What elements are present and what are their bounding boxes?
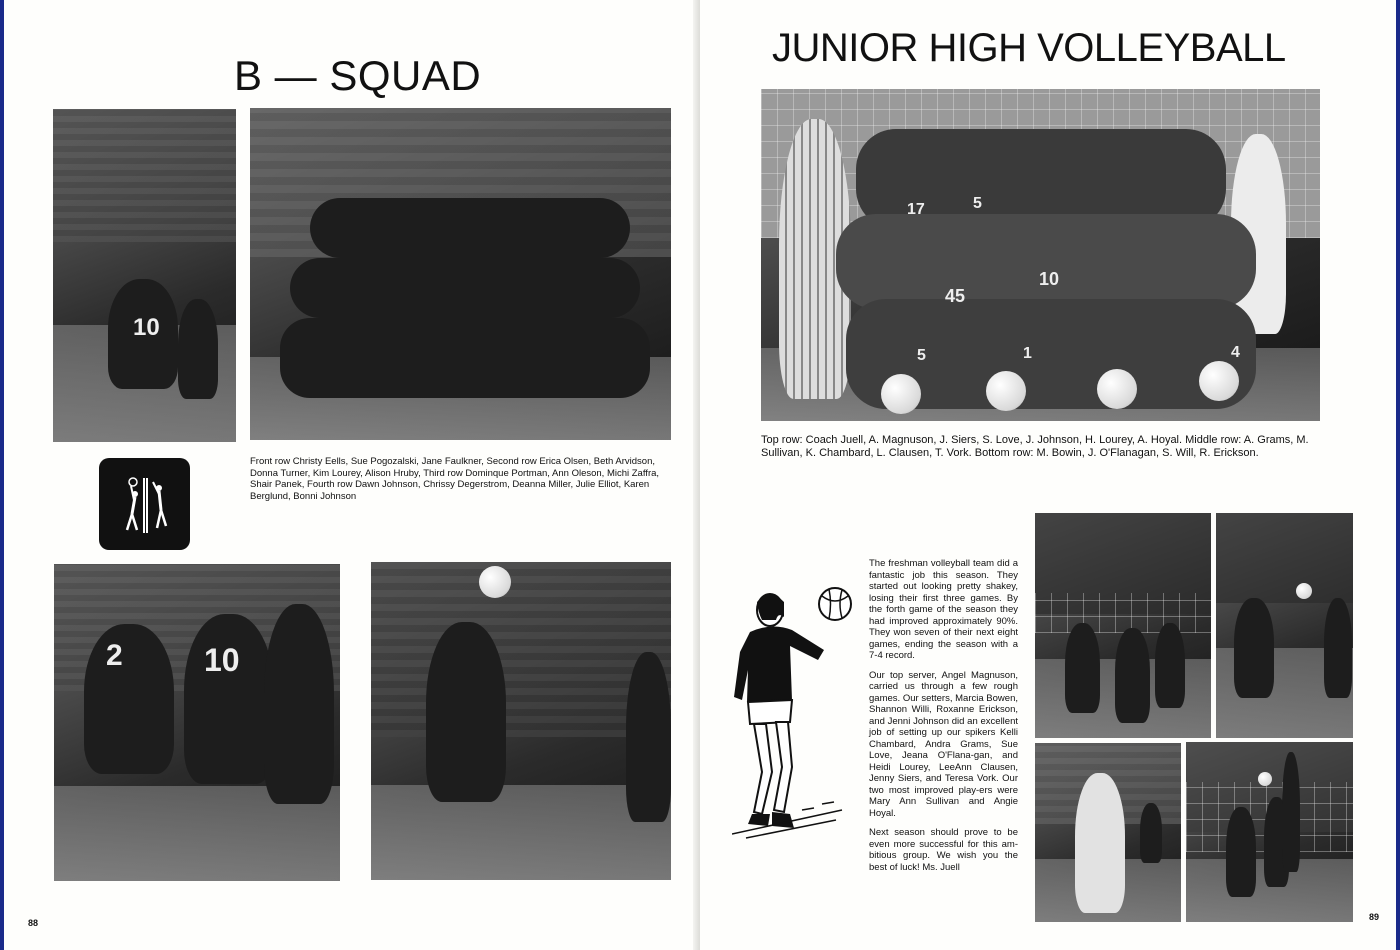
volleyball-logo: [99, 458, 190, 550]
player-figure: [1065, 623, 1100, 713]
article-paragraph: Next season should prove to be even more successful for this am-bitious group. We wish you the best of luck! Ms. Juell: [869, 827, 1018, 873]
player-figure: [426, 622, 506, 802]
photo-player-setting: [371, 562, 671, 880]
jersey-number: 1: [1023, 345, 1032, 362]
volleyball: [1296, 583, 1312, 599]
page-number-left: 88: [28, 918, 39, 928]
page-border-right: [1396, 0, 1400, 950]
team-row: [290, 258, 640, 318]
photo-game-action-1: [1035, 513, 1211, 738]
right-page: [700, 0, 1400, 950]
player-figure: [1115, 628, 1150, 723]
jersey-number: 4: [1231, 344, 1240, 361]
team-row: [310, 198, 630, 258]
photo-player-serving: [53, 109, 236, 442]
player-figure: [1234, 598, 1274, 698]
b-squad-caption: Front row Christy Eells, Sue Pogozalski, Jane Faulkner, Second row Erica Olsen, Beth Arvidson, Donna Turner, Kim Lourey, Alison Hruby, Third row Dominque Portman, Ann Oleson, Michi Zaffra, Shair Panek, Fourth row Dawn Johnson, Chrissy Degerstrom, Deanna Miller, Julie Elliot, Karen Berglund, Bonni Johnson: [250, 456, 660, 502]
player-figure: [264, 604, 334, 804]
volleyball: [881, 374, 921, 414]
photo-junior-high-team: [761, 89, 1320, 421]
volleyball: [986, 371, 1026, 411]
volleyball: [1097, 369, 1137, 409]
photo-players-huddle: [54, 564, 340, 881]
season-article: [869, 558, 1018, 881]
jersey-number: 2: [106, 639, 123, 672]
junior-high-volleyball-title: JUNIOR HIGH VOLLEYBALL: [772, 26, 1286, 70]
photo-game-action-4: [1186, 742, 1353, 922]
volleyball: [479, 566, 511, 598]
jersey-number: 10: [204, 642, 240, 678]
article-paragraph: The freshman volleyball team did a fantastic job this season. They started out looking pretty shakey, losing their first three games. By the forth game of the season they had improved approximately 90%. They won seven of their next eight games, ending the season with a 7-4 record.: [869, 558, 1018, 661]
page-border-left: [0, 0, 4, 950]
team-caption: Top row: Coach Juell, A. Magnuson, J. Siers, S. Love, J. Johnson, H. Lourey, A. Hoyal. Middle row: A. Grams, M. Sullivan, K. Chambard, L. Clausen, T. Vork. Bottom row: M. Bowin, J. O'Flanagan, S. Will, R. Erickson.: [761, 434, 1309, 459]
photo-game-action-2: [1216, 513, 1353, 738]
volleyball-players-icon: [99, 458, 190, 550]
jersey-number: 10: [133, 314, 160, 341]
photo-b-squad-team: [250, 108, 671, 440]
b-squad-title: B — SQUAD: [234, 52, 482, 99]
player-figure: [1282, 752, 1300, 872]
jersey-number: 17: [907, 201, 925, 218]
article-paragraph: Our top server, Angel Magnuson, carried us through a few rough games. Our setters, Marcia Bowen, Shannon Willi, Roxanne Erickson, and Jenni Johnson did an excellent job of setting up our spikers Kelli Chambard, Andra Grams, Sue Love, Jeana O'Flana-gan, and Heidi Lourey, LeeAnn Clausen, Jenny Siers, and Teresa Vork. Our two most improved play-ers were Mary Ann Sullivan and Angie Hoyal.: [869, 669, 1018, 819]
player-figure: [1226, 807, 1256, 897]
volleyball: [1199, 361, 1239, 401]
jersey-number: 5: [917, 347, 926, 364]
volleyball: [1258, 772, 1272, 786]
player-figure: [1075, 773, 1125, 913]
player-figure: [84, 624, 174, 774]
player-figure: [184, 614, 274, 784]
volleyball-player-illustration: [732, 582, 862, 852]
photo-game-action-3: [1035, 743, 1181, 922]
page-number-right: 89: [1369, 912, 1380, 922]
player-figure: [178, 299, 218, 399]
team-middle-row: [836, 214, 1256, 309]
jersey-number: 10: [1039, 269, 1060, 289]
player-figure: [1324, 598, 1352, 698]
player-figure: [626, 652, 671, 822]
jersey-number: 45: [945, 286, 966, 306]
jersey-number: 5: [973, 195, 982, 212]
player-figure: [1140, 803, 1162, 863]
team-row: [280, 318, 650, 398]
player-figure: [1155, 623, 1185, 708]
